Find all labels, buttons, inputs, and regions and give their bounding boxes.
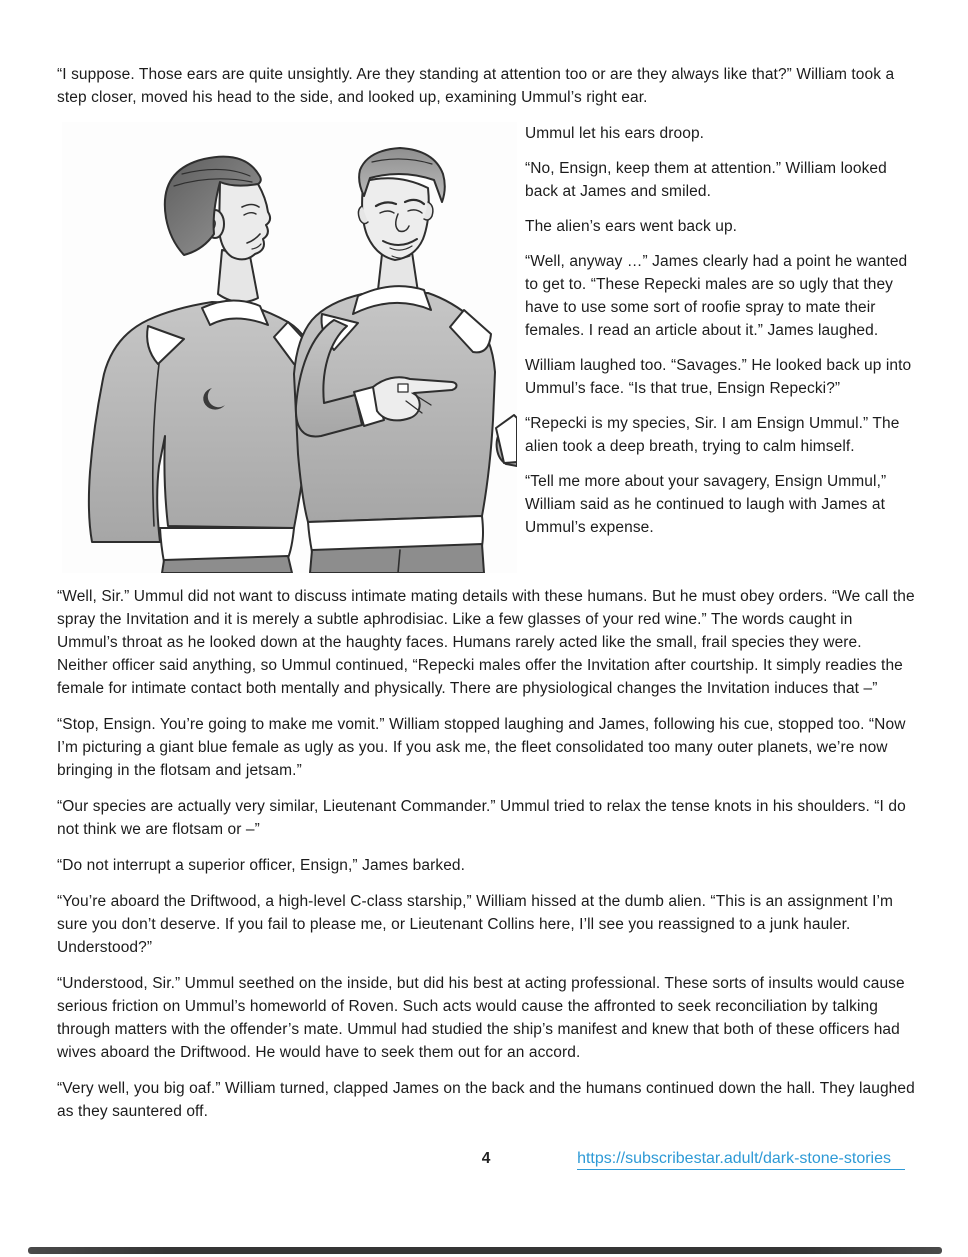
two-officers-drawing	[62, 122, 517, 573]
page-number: 4	[481, 1150, 491, 1167]
page-footer	[57, 1150, 915, 1182]
body-paragraph: “Our species are actually very similar, Lieutenant Commander.” Ummul tried to relax the tense knots in his shoulders. “I do not think we are flotsam or –”	[57, 798, 906, 838]
body-paragraph: “Stop, Ensign. You’re going to make me vomit.” William stopped laughing and James, following his cue, stopped too. “Now I’m picturing a giant blue female as ugly as you. If you ask me, the fleet consolidated too many outer planets, we’re now bringing in the flotsam and jetsam.”	[57, 716, 906, 779]
body-text-section	[57, 585, 915, 1123]
wrapped-text-column	[525, 122, 915, 551]
body-paragraph: “Well, Sir.” Ummul did not want to discuss intimate mating details with these humans. But he must obey orders. “We call the spray the Invitation and it is merely a subtle aphrodisiac. Like a few glasses of your red wine.” The words caught in Ummul’s throat as he looked down at the haughty faces. Humans rarely acted like the small, frail species they were. Neither officer said anything, so Ummul continued, “Repecki males offer the Invitation after courtship. It simply readies the female for intimate contact both mentally and physically. There are physiological changes the Invitation induces that –”	[57, 588, 915, 697]
right-column-paragraph: William laughed too. “Savages.” He looked back up into Ummul’s face. “Is that true, Ensign Repecki?”	[525, 357, 912, 397]
body-paragraph: “Very well, you big oaf.” William turned, clapped James on the back and the humans continued down the hall. They laughed as they sauntered off.	[57, 1080, 915, 1120]
right-column-paragraph: “No, Ensign, keep them at attention.” William looked back at James and smiled.	[525, 160, 887, 200]
body-paragraph: “You’re aboard the Driftwood, a high-level C-class starship,” William hissed at the dumb alien. “This is an assignment I’m sure you don’t deserve. If you fail to please me, or Lieutenant Collins here, I’ll see you reassigned to a junk hauler. Understood?”	[57, 893, 894, 956]
right-column-paragraph: “Tell me more about your savagery, Ensign Ummul,” William said as he continued to laugh with James at Ummul’s expense.	[525, 473, 887, 536]
right-column-paragraph: “Well, anyway …” James clearly had a point he wanted to get to. “These Repecki males are so ugly that they have to use some sort of roofie spray to mate their females. I read an article about it.” James laughed.	[525, 253, 908, 339]
body-paragraph: “Understood, Sir.” Ummul seethed on the inside, but did his best at acting professional. These sorts of insults would cause serious friction on Ummul’s homeworld of Roven. Such acts would cause the affronted to seek reconciliation by talking through matters with the offender’s mate. Ummul had studied the ship’s manifest and knew that both of these officers had wives aboard the Driftwood. He would have to seek them out for an accord.	[57, 975, 905, 1061]
right-column-paragraph: Ummul let his ears droop.	[525, 125, 705, 142]
right-column-paragraph: “Repecki is my species, Sir. I am Ensign Ummul.” The alien took a deep breath, trying to calm himself.	[525, 415, 900, 455]
next-page-edge	[28, 1247, 942, 1254]
story-illustration	[62, 122, 517, 573]
right-column-paragraph: The alien’s ears went back up.	[525, 218, 738, 235]
intro-paragraph: “I suppose. Those ears are quite unsightly. Are they standing at attention too or are they always like that?” William took a step closer, moved his head to the side, and looked up, examining Ummul’s right ear.	[57, 66, 895, 106]
body-paragraph: “Do not interrupt a superior officer, Ensign,” James barked.	[57, 857, 466, 874]
illustration-and-text-row	[57, 122, 915, 573]
subscribestar-link[interactable]: https://subscribestar.adult/dark-stone-stories	[577, 1150, 905, 1170]
